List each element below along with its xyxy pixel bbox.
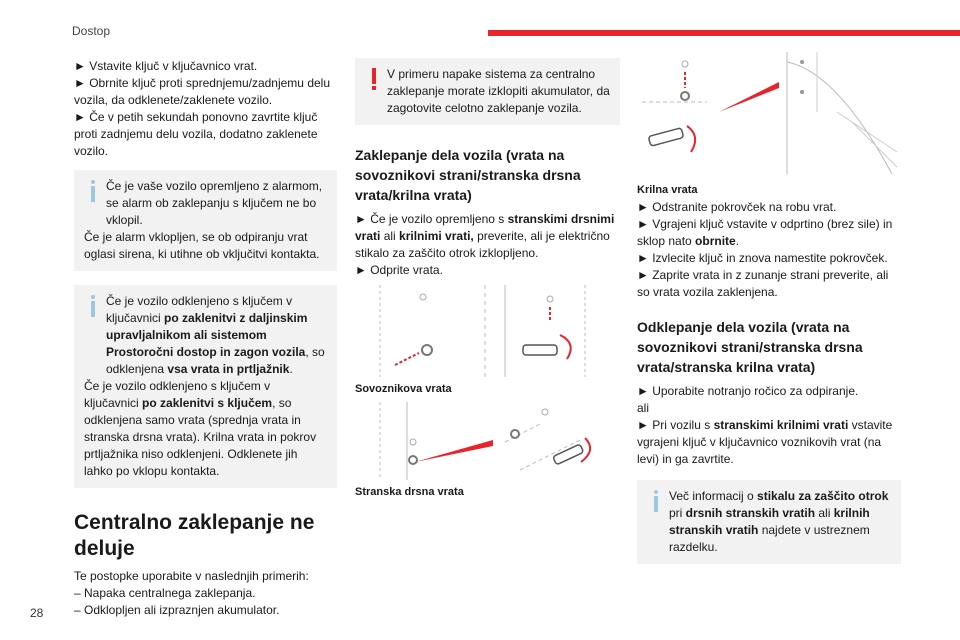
- intro-text: Te postopke uporabite v naslednjih primerih:: [74, 569, 309, 583]
- column-right: [637, 52, 901, 564]
- text: ► Pri vozilu s: [637, 418, 714, 432]
- warning-icon: [367, 68, 381, 90]
- column-middle: [355, 58, 620, 501]
- header-title: Dostop: [72, 24, 111, 38]
- step-remove-key: ► Izvlecite ključ in znova namestite pokrovček.: [637, 251, 888, 265]
- step-turn-again: ► Če v petih sekundah ponovno zavrtite ključ proti zadnjemu delu vozila, dodatno zaklenete vozilo.: [74, 110, 318, 158]
- note-unlock-2: [84, 378, 327, 480]
- text: pri: [669, 506, 686, 520]
- text-bold: stranskimi drsnimi vrati: [355, 212, 615, 243]
- illustration-sliding-door: [355, 402, 620, 480]
- text: .: [289, 362, 293, 376]
- step-close-doors: ► Zaprite vrata in z zunanje strani preverite, ali so vrata vozila zaklenjena.: [637, 268, 889, 299]
- text-or: ali: [637, 401, 650, 415]
- header-accent-bar: [488, 30, 960, 36]
- note-unlock-1: [106, 293, 327, 378]
- para-open-door: ► Odprite vrata.: [355, 263, 443, 277]
- info-child-lock-text: [669, 488, 891, 556]
- step-insert-key: [637, 216, 901, 250]
- text-bold: po zaklenitvi z daljinskim upravljalnikom ali sistemom Prostoročni dostop in zagon vozila: [106, 311, 308, 359]
- step-inner-handle: ► Uporabite notranjo ročico za odpiranje.: [637, 384, 859, 398]
- text: preverite, ali je električno stikalo za zaščito otrok izklopljeno.: [355, 229, 610, 260]
- text: .: [735, 234, 740, 248]
- caption-wing-door: Krilna vrata: [637, 184, 698, 196]
- warning-text: V primeru napake sistema za centralno zaklepanje morate izklopiti akumulator, da zagotovite celotno zaklepanje vozila.: [387, 67, 610, 115]
- warning-box: [355, 58, 620, 125]
- para-child-lock: [355, 211, 620, 262]
- note-alarm-1: Če je vaše vozilo opremljeno z alarmom, se alarm ob zaklepanju s ključem ne bo vklopil.: [106, 179, 323, 227]
- text-bold: krilnih stranskih vratih: [669, 506, 870, 537]
- illustration-passenger-door: [355, 285, 620, 377]
- section-title: Centralno zaklepanje ne deluje: [74, 511, 315, 560]
- text-bold: stikalu za zaščito otrok: [757, 489, 889, 503]
- step-turn-key: ► Obrnite ključ proti sprednjemu/zadnjemu delu vozila, da odklenete/zaklenete vozilo.: [74, 76, 331, 107]
- subtitle-unlocking: Odklepanje dela vozila (vrata na sovoznikovi strani/stranska drsna vrata/stranska krilna vrata): [637, 319, 863, 375]
- text: ► Vgrajeni ključ vstavite v odprtino (brez sile) in sklop nato: [637, 217, 893, 248]
- page-number: 28: [30, 606, 44, 620]
- text: Če je vozilo odklenjeno s ključem v ključavnici: [84, 379, 271, 410]
- info-icon: [649, 490, 663, 512]
- case-2: – Odklopljen ali izpraznjen akumulator.: [74, 603, 280, 617]
- text: najdete v ustreznem razdelku.: [669, 523, 870, 554]
- text: Več informacij o: [669, 489, 758, 503]
- case-1: – Napaka centralnega zaklepanja.: [74, 586, 256, 600]
- text-bold: obrnite: [695, 234, 736, 248]
- text: ► Če je vozilo opremljeno s: [355, 212, 508, 226]
- info-box-alarm: [74, 170, 337, 271]
- text-bold: krilnimi vrati,: [399, 229, 474, 243]
- text: , so odklenjena samo vrata (sprednja vrata in stranska drsna vrata). Krilna vrata in pokrov prtljažnika niso odklenjeni. Odklenete jih lahko po vklopu kontakta.: [84, 396, 317, 478]
- step-insert-key: ► Vstavite ključ v ključavnico vrat.: [74, 59, 258, 73]
- info-icon: [86, 295, 100, 317]
- text-bold: drsnih stranskih vratih: [685, 506, 816, 520]
- text: vstavite vgrajeni ključ v ključavnico voznikovih vrat (na levi) in ga zavrtite.: [637, 418, 893, 466]
- caption-passenger-door: Sovoznikova vrata: [355, 383, 452, 395]
- text-bold: vsa vrata in prtljažnik: [167, 362, 290, 376]
- text-bold: po zaklenitvi s ključem: [142, 396, 273, 410]
- text: Če je vozilo odklenjeno s ključem v ključavnici: [106, 294, 293, 325]
- step-remove-cap: ► Odstranite pokrovček na robu vrat.: [637, 200, 837, 214]
- subtitle-locking: Zaklepanje dela vozila (vrata na sovoznikovi strani/stranska drsna vrata/krilna vrata): [355, 147, 581, 203]
- column-left: [74, 58, 337, 619]
- illustration-wing-door: [637, 52, 901, 174]
- text: ali: [815, 506, 834, 520]
- caption-sliding-door: Stranska drsna vrata: [355, 486, 464, 498]
- step-wing-door-key: [637, 417, 901, 468]
- info-icon: [86, 180, 100, 202]
- info-box-child-lock: [637, 480, 901, 564]
- text: , so odklenjena: [106, 345, 325, 376]
- text: ali: [380, 229, 400, 243]
- info-box-unlock: [74, 285, 337, 488]
- note-alarm-2: Če je alarm vklopljen, se ob odpiranju vrat oglasi sirena, ki utihne ob vključitvi kontakta.: [84, 230, 320, 261]
- text-bold: stranskimi krilnimi vrati: [713, 418, 849, 432]
